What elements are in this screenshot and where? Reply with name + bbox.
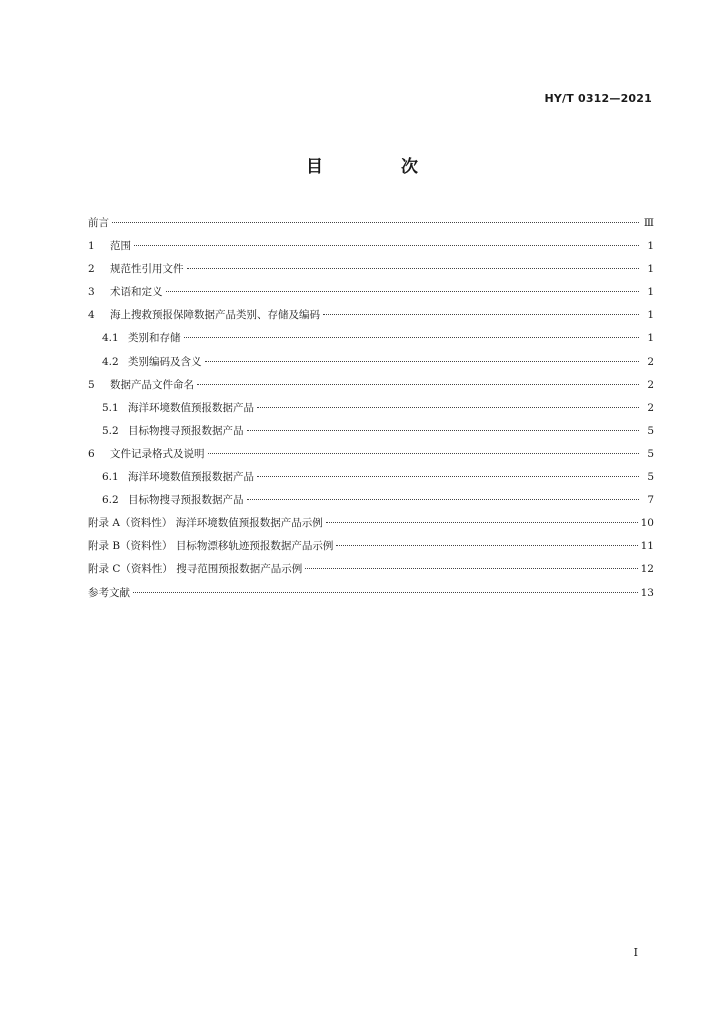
toc-entry-title: 参考文献 bbox=[88, 586, 130, 599]
toc-entry-number: 4.2 bbox=[102, 355, 119, 368]
toc-entry[interactable] bbox=[88, 582, 654, 605]
toc-entry-page: 1 bbox=[647, 309, 654, 322]
dot-leader bbox=[257, 407, 639, 408]
toc-entry-page: 1 bbox=[647, 286, 654, 299]
toc-entry-number: 3 bbox=[88, 286, 95, 299]
dot-leader bbox=[187, 268, 640, 269]
dot-leader bbox=[257, 476, 639, 477]
dot-leader bbox=[336, 545, 637, 546]
dot-leader bbox=[197, 384, 639, 385]
toc-entry[interactable] bbox=[88, 327, 654, 350]
toc-entry-page: 12 bbox=[640, 563, 654, 576]
toc-entry[interactable] bbox=[88, 443, 654, 466]
dot-leader bbox=[166, 291, 640, 292]
dot-leader bbox=[247, 430, 640, 431]
dot-leader bbox=[247, 499, 640, 500]
toc-entry-number: 5.1 bbox=[102, 401, 119, 414]
toc-entry-title: 附录 C（资料性） 搜寻范围预报数据产品示例 bbox=[88, 563, 303, 576]
toc-entry-title: 海洋环境数值预报数据产品 bbox=[128, 471, 254, 484]
dot-leader bbox=[133, 592, 638, 593]
toc-entry[interactable] bbox=[88, 281, 654, 304]
page-number: I bbox=[633, 946, 638, 959]
toc-entry-page: 10 bbox=[640, 517, 654, 530]
toc-entry-page: 5 bbox=[647, 471, 654, 484]
toc-entry[interactable] bbox=[88, 235, 654, 258]
toc-entry-page: 2 bbox=[647, 355, 654, 368]
toc-entry-page: 1 bbox=[647, 263, 654, 276]
toc-entry-number: 1 bbox=[88, 240, 95, 253]
dot-leader bbox=[326, 522, 638, 523]
toc-entry-page: 2 bbox=[647, 401, 654, 414]
toc-entry-page: 5 bbox=[647, 447, 654, 460]
toc-entry-page: 2 bbox=[647, 378, 654, 391]
toc-entry-title: 规范性引用文件 bbox=[110, 263, 184, 276]
toc-entry-title: 范围 bbox=[110, 240, 131, 253]
standard-number: HY/T 0312—2021 bbox=[544, 92, 652, 105]
toc-entry[interactable] bbox=[88, 420, 654, 443]
dot-leader bbox=[305, 568, 637, 569]
toc-entry-title: 目标物搜寻预报数据产品 bbox=[128, 494, 244, 507]
toc-entry-page: 5 bbox=[647, 424, 654, 437]
table-of-contents bbox=[88, 212, 654, 605]
dot-leader bbox=[323, 314, 639, 315]
toc-entry-title: 海洋环境数值预报数据产品 bbox=[128, 401, 254, 414]
toc-entry[interactable] bbox=[88, 512, 654, 535]
toc-entry-number: 5 bbox=[88, 378, 95, 391]
dot-leader bbox=[184, 337, 640, 338]
toc-entry-title: 附录 B（资料性） 目标物漂移轨迹预报数据产品示例 bbox=[88, 540, 334, 553]
toc-entry[interactable] bbox=[88, 535, 654, 558]
toc-entry-number: 6.2 bbox=[102, 494, 119, 507]
toc-entry[interactable] bbox=[88, 558, 654, 581]
dot-leader bbox=[134, 245, 639, 246]
toc-entry[interactable] bbox=[88, 258, 654, 281]
toc-entry[interactable] bbox=[88, 304, 654, 327]
toc-entry-page: 11 bbox=[640, 540, 654, 553]
toc-entry-number: 5.2 bbox=[102, 424, 119, 437]
toc-entry-number: 6.1 bbox=[102, 471, 119, 484]
toc-entry[interactable] bbox=[88, 397, 654, 420]
toc-entry-number: 2 bbox=[88, 263, 95, 276]
dot-leader bbox=[208, 453, 640, 454]
toc-entry-title: 目标物搜寻预报数据产品 bbox=[128, 424, 244, 437]
dot-leader bbox=[205, 361, 640, 362]
toc-entry-title: 数据产品文件命名 bbox=[110, 378, 194, 391]
toc-entry-title: 前言 bbox=[88, 217, 109, 229]
toc-entry-page: 1 bbox=[647, 332, 654, 345]
toc-entry-title: 类别和存储 bbox=[128, 332, 181, 345]
toc-entry-title: 术语和定义 bbox=[110, 286, 163, 299]
toc-title: 目 次 bbox=[306, 157, 454, 177]
toc-entry-title: 文件记录格式及说明 bbox=[110, 447, 205, 460]
toc-entry[interactable] bbox=[88, 212, 654, 235]
toc-entry-number: 6 bbox=[88, 447, 95, 460]
toc-entry-title: 海上搜救预报保障数据产品类别、存储及编码 bbox=[110, 309, 320, 322]
toc-entry[interactable] bbox=[88, 374, 654, 397]
toc-entry-number: 4.1 bbox=[102, 332, 119, 345]
toc-entry-page: 7 bbox=[647, 494, 654, 507]
toc-entry[interactable] bbox=[88, 466, 654, 489]
toc-entry-page: 13 bbox=[640, 586, 654, 599]
toc-entry-number: 4 bbox=[88, 309, 95, 322]
toc-entry-title: 附录 A（资料性） 海洋环境数值预报数据产品示例 bbox=[88, 517, 323, 530]
dot-leader bbox=[112, 222, 639, 223]
toc-entry-page: Ⅲ bbox=[643, 217, 654, 229]
toc-entry[interactable] bbox=[88, 489, 654, 512]
toc-entry-title: 类别编码及含义 bbox=[128, 355, 202, 368]
toc-entry-page: 1 bbox=[647, 240, 654, 253]
toc-entry[interactable] bbox=[88, 351, 654, 374]
